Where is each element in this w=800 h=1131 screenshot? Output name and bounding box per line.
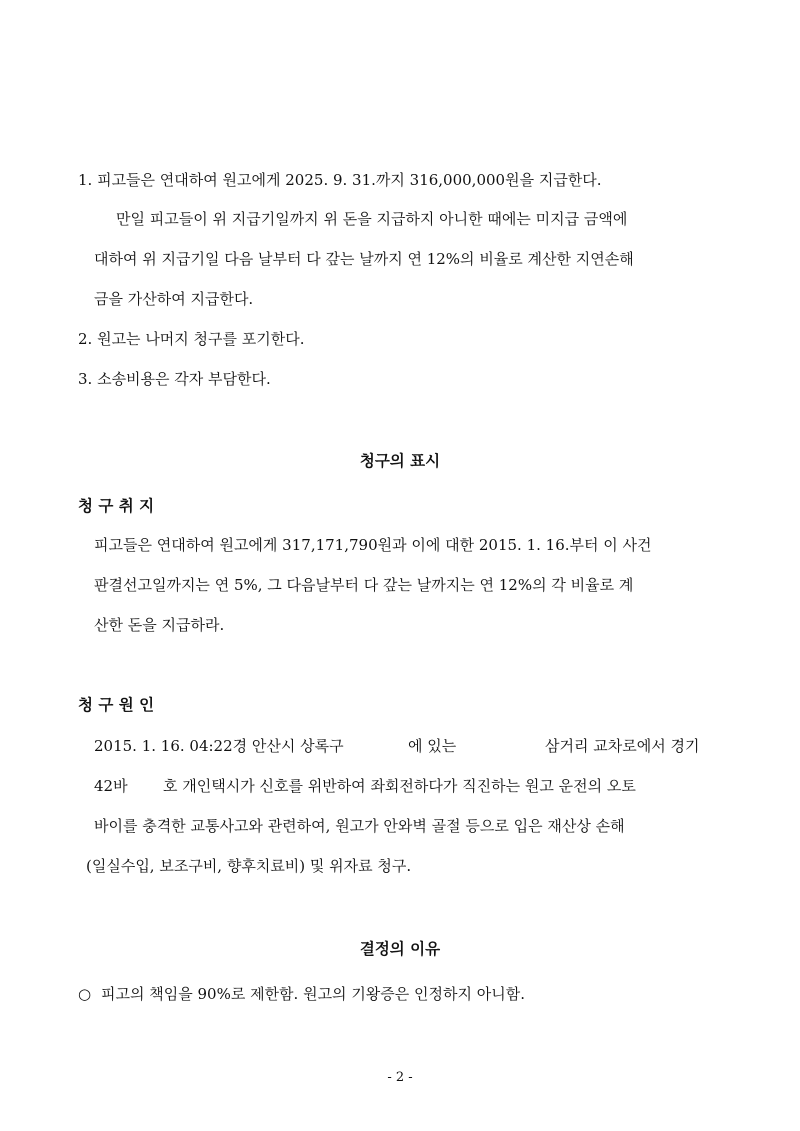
claim-cause-heading: 청 구 원 인: [78, 696, 155, 714]
claim-cause-line-2b: 호 개인택시가 신호를 위반하여 좌회전하다가 직진하는 원고 운전의 오토: [163, 777, 636, 795]
order-item-1-line-3: 대하여 위 지급기일 다음 날부터 다 갚는 날까지 연 12%의 비율로 계산한 지연손해: [94, 250, 634, 268]
claim-purpose-line-3: 산한 돈을 지급하라.: [94, 616, 225, 634]
claim-cause-line-3: 바이를 충격한 교통사고와 관련하여, 원고가 안와벽 골절 등으로 입은 재산상 손해: [94, 817, 625, 835]
page-number: - 2 -: [387, 1070, 413, 1085]
claim-cause-line-2a: 42바: [94, 777, 128, 795]
reasons-bullet: ○: [78, 985, 92, 1003]
reasons-title: 결정의 이유: [359, 940, 441, 958]
order-item-1-line-4: 금을 가산하여 지급한다.: [94, 290, 254, 308]
claim-section-title: 청구의 표시: [359, 452, 441, 470]
order-item-1-line-2: 만일 피고들이 위 지급기일까지 위 돈을 지급하지 아니한 때에는 미지급 금액에: [116, 210, 628, 228]
claim-cause-line-1c: 삼거리 교차로에서 경기: [545, 737, 700, 755]
order-item-2: 2. 원고는 나머지 청구를 포기한다.: [78, 330, 305, 348]
claim-cause-line-1a: 2015. 1. 16. 04:22경 안산시 상록구: [94, 737, 344, 755]
claim-cause-line-1b: 에 있는: [408, 737, 457, 755]
order-item-3: 3. 소송비용은 각자 부담한다.: [78, 370, 271, 388]
reasons-text: 피고의 책임을 90%로 제한함. 원고의 기왕증은 인정하지 아니함.: [101, 985, 526, 1003]
claim-purpose-heading: 청 구 취 지: [78, 497, 155, 515]
claim-cause-line-4: (일실수입, 보조구비, 향후치료비) 및 위자료 청구.: [86, 857, 412, 875]
claim-purpose-line-2: 판결선고일까지는 연 5%, 그 다음날부터 다 갚는 날까지는 연 12%의 각 비율로 계: [94, 576, 634, 594]
claim-purpose-line-1: 피고들은 연대하여 원고에게 317,171,790원과 이에 대한 2015. 1. 16.부터 이 사건: [94, 536, 652, 554]
order-item-1-line-1: 1. 피고들은 연대하여 원고에게 2025. 9. 31.까지 316,000,000원을 지급한다.: [78, 171, 602, 189]
